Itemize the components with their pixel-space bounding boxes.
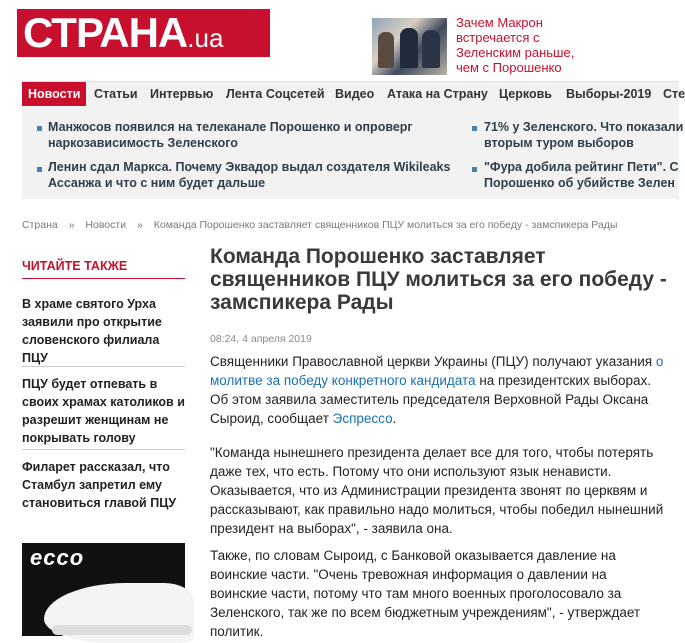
sidebar-item-2[interactable]: ПЦУ будет отпевать в своих храмах католиков и разрешит женщинам не покрывать голову (22, 377, 185, 445)
logo-main: СТРАНА (23, 9, 188, 56)
article-paragraph-1: Священники Православной церкви Украины (ПЦУ) получают указания о молитве за победу конкретного кандидата на президентских выборах. Об этом заявила заместитель председателя Верховной Рады Оксана Сыроид, сообщает Эспрессо. (210, 354, 664, 426)
article-paragraph-3: Также, по словам Сыроид, с Банковой оказывается давление на воинские части. "Очень тревожная информация о давлении на воинские части, потому что там много военных проголосовало за Зеленского, так же по всем бюджетным учреждениям", - утверждает политик. (210, 548, 641, 639)
top-news-item-4[interactable]: "Фура добила рейтинг Пети". С Порошенко об убийстве Зелен (484, 160, 679, 190)
article-date: 08:24, 4 апреля 2019 (210, 333, 312, 345)
breadcrumb (22, 219, 625, 231)
nav-item-social-feed[interactable]: Лента Соцсетей (226, 87, 325, 101)
sidebar-heading: ЧИТАЙТЕ ТАКЖЕ (22, 259, 128, 273)
bullet-icon (37, 167, 42, 172)
nav-item-more[interactable]: Сте (663, 87, 685, 101)
bullet-icon (472, 126, 477, 131)
bullet-icon (472, 167, 477, 172)
article-link-prayer[interactable]: о молитве за победу конкретного кандидата (210, 354, 664, 388)
nav-item-interviews[interactable]: Интервью (150, 87, 214, 101)
top-news-item-2[interactable]: 71% у Зеленского. Что показали вторым туром выборов (484, 120, 684, 150)
ad-brand-logo: ecco (30, 545, 85, 570)
sidebar-item-3[interactable]: Филарет рассказал, что Стамбул запретил ему становиться главой ПЦУ (22, 460, 177, 510)
promo-link[interactable]: Зачем Макрон встречается с Зеленским раньше, чем с Порошенко (456, 15, 575, 75)
logo-suffix: .ua (187, 23, 224, 53)
top-news-item-3[interactable]: Ленин сдал Маркса. Почему Эквадор выдал создателя Wikileaks Ассанжа и что с ним будет дальше (48, 160, 451, 190)
site-logo[interactable] (17, 9, 270, 57)
nav-item-elections[interactable]: Выборы-2019 (566, 87, 652, 101)
sidebar-separator (22, 449, 185, 450)
bullet-icon (37, 126, 42, 131)
breadcrumb-home[interactable]: Страна (22, 219, 58, 231)
nav-item-video[interactable]: Видео (335, 87, 375, 101)
top-news-block (22, 106, 684, 199)
top-news-item-1[interactable]: Манжосов появился на телеканале Порошенко и опроверг наркозависимость Зеленского (48, 120, 413, 150)
sidebar-divider (22, 278, 185, 279)
article-link-source[interactable]: Эспрессо (332, 411, 393, 426)
sidebar-separator (22, 366, 185, 367)
breadcrumb-current: Команда Порошенко заставляет священников ПЦУ молиться за его победу - замспикера Рады (153, 219, 618, 231)
nav-item-attack[interactable]: Атака на Страну (387, 87, 488, 101)
promo-image[interactable] (372, 18, 447, 75)
sidebar-item-1[interactable]: В храме святого Урха заявили про открытие словенского филиала ПЦУ (22, 297, 162, 365)
breadcrumb-sep: » (68, 219, 75, 231)
article-title: Команда Порошенко заставляет священников ПЦУ молиться за его победу - замспикера Рады (210, 245, 667, 314)
main-nav (22, 81, 685, 107)
nav-item-church[interactable]: Церковь (499, 87, 552, 101)
sidebar-ad-banner[interactable] (22, 543, 185, 636)
nav-item-news[interactable]: Новости (22, 82, 86, 107)
nav-item-articles[interactable]: Статьи (94, 87, 138, 101)
breadcrumb-sep: » (136, 219, 143, 231)
breadcrumb-news[interactable]: Новости (85, 219, 127, 231)
article-paragraph-2: "Команда нынешнего президента делает все для того, чтобы потерять даже тех, что есть. Потому что они используют язык ненависти. Оказывается, что из Администрации президента звонят по церквям и рассказывают, как правильно надо молиться, чтобы победил нынешний президент на выборах", - заявила она. (210, 445, 664, 536)
